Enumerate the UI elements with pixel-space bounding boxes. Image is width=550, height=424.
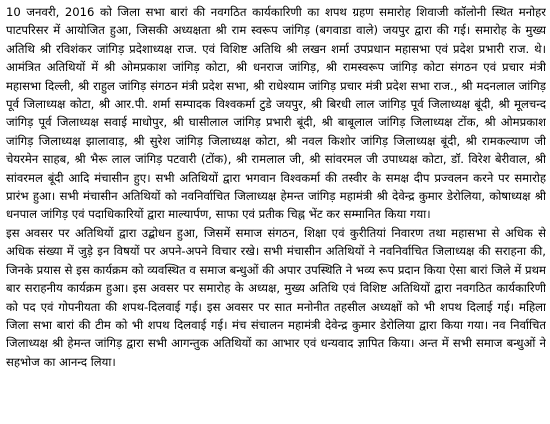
paragraph-ceremony-details: 10 जनवरी, 2016 को जिला सभा बारां की नवगठित कार्यकारिणी का शपथ ग्रहण समारोह शिवाजी कॉलोनी स्थित मनोहर पाटपरिसर में आयोजित हुआ, जिसकी अध्यक्षता श्री राम स्वरूप जांगिड़ (बगवाडा वाले) जयपुर द्वारा की गई। समारोह के मुख्य अतिथि श्री रविशंकर जांगिड़ प्रदेशाध्यक्ष राज. एवं विशिष्ट अतिथि श्री लखन शर्मा उपप्रधान महासभा एवं प्रदेश प्रभारी राज. थे। आमंत्रित अतिथियों में श्री ओमप्रकाश जांगिड़ कोटा, श्री धनराज जांगिड़, श्री रामस्वरूप जांगिड़ कोटा संगठन एवं प्रचार मंत्री महासभा दिल्ली, श्री राहुल जांगिड़ संगठन मंत्री प्रदेश सभा, श्री राधेश्याम जांगिड़ प्रचार मंत्री प्रदेश सभा राज., श्री मदनलाल जांगिड़ पूर्व जिलाध्यक्ष कोटा, श्री आर.पी. शर्मा सम्पादक विश्वकर्मा टुडे जयपुर, श्री बिरधी लाल जांगिड़ पूर्व जिलाध्यक्ष बूंदी, श्री मूलचन्द जांगिड़ पूर्व जिलाध्यक्ष सवाई माधोपुर, श्री घासीलाल जांगिड़ प्रभारी बूंदी, श्री बाबूलाल जांगिड़ जिलाध्यक्ष टोंक, श्री ओमप्रकाश जांगिड़ जिलाध्यक्ष झालावाड़, श्री सुरेश जांगिड़ जिलाध्यक्ष कोटा, श्री नवल किशोर जांगिड़ जिलाध्यक्ष बूंदी, श्री रामकल्याण जी चेयरमेन साहब, श्री भैरू लाल जांगिड़ पटवारी (टोंक), श्री रामलाल जी, श्री सांवरमल जी उपाध्यक्ष कोटा, डॉ. विरेश बेरीवाल, श्री सांवरमल बूंदी आदि मंचासीन हुए। सभी अतिथियों द्वारा भगवान विश्वकर्मा की तस्वीर के समक्ष दीप प्रज्वलन करने पर समारोह प्रारंभ हुआ। सभी मंचासीन अतिथियों को नवनिर्वाचित जिलाध्यक्ष हेमन्त जांगिड़ महामंत्री श्री देवेन्द्र कुमार डेरोलिया, कोषाध्यक्ष श्री धनपाल जांगिड़ एवं पदाधिकारियों द्वारा माल्यार्पण, साफा एवं प्रतीक चिह्न भेंट कर सम्मानित किया गया। [6,5,546,222]
paragraph-address-and-oath: इस अवसर पर अतिथियों द्वारा उद्बोधन हुआ, जिसमें समाज संगठन, शिक्षा एवं कुरीतियां निवारण तथा महासभा से अधिक से अधिक संख्या में जुड़े इन विषयों पर अपने-अपने विचार रखे। सभी मंचासीन अतिथियों ने नवनिर्वाचित जिलाध्यक्ष की सराहना की, जिनके प्रयास से इस कार्यक्रम को व्यवस्थित व समाज बन्धुओं की अपार उपस्थिति ने भव्य रूप प्रदान किया ऐसा बारां जिले में प्रथम बार सराहनीय कार्यक्रम हुआ। इस अवसर पर समारोह के अध्यक्ष, मुख्य अतिथि एवं विशिष्ट अतिथियों द्वारा नवगठित कार्यकारिणी को पद एवं गोपनीयता की शपथ-दिलवाई गई। इस अवसर पर सात मनोनीत तहसील अध्यक्षों को भी शपथ दिलाई गई। महिला जिला सभा बारां की टीम को भी शपथ दिलवाई गई। मंच संचालन महामंत्री देवेन्द्र कुमार डेरोलिया द्वारा किया गया। नव निर्वाचित जिलाध्यक्ष श्री हेमन्त जांगिड़ द्वारा सभी आगन्तुक अतिथियों का आभार एवं धन्यवाद ज्ञापित किया। अन्त में सभी समाज बन्धुओं ने सहभोज का आनन्द लिया। [6,225,546,369]
article-body [6,3,546,421]
